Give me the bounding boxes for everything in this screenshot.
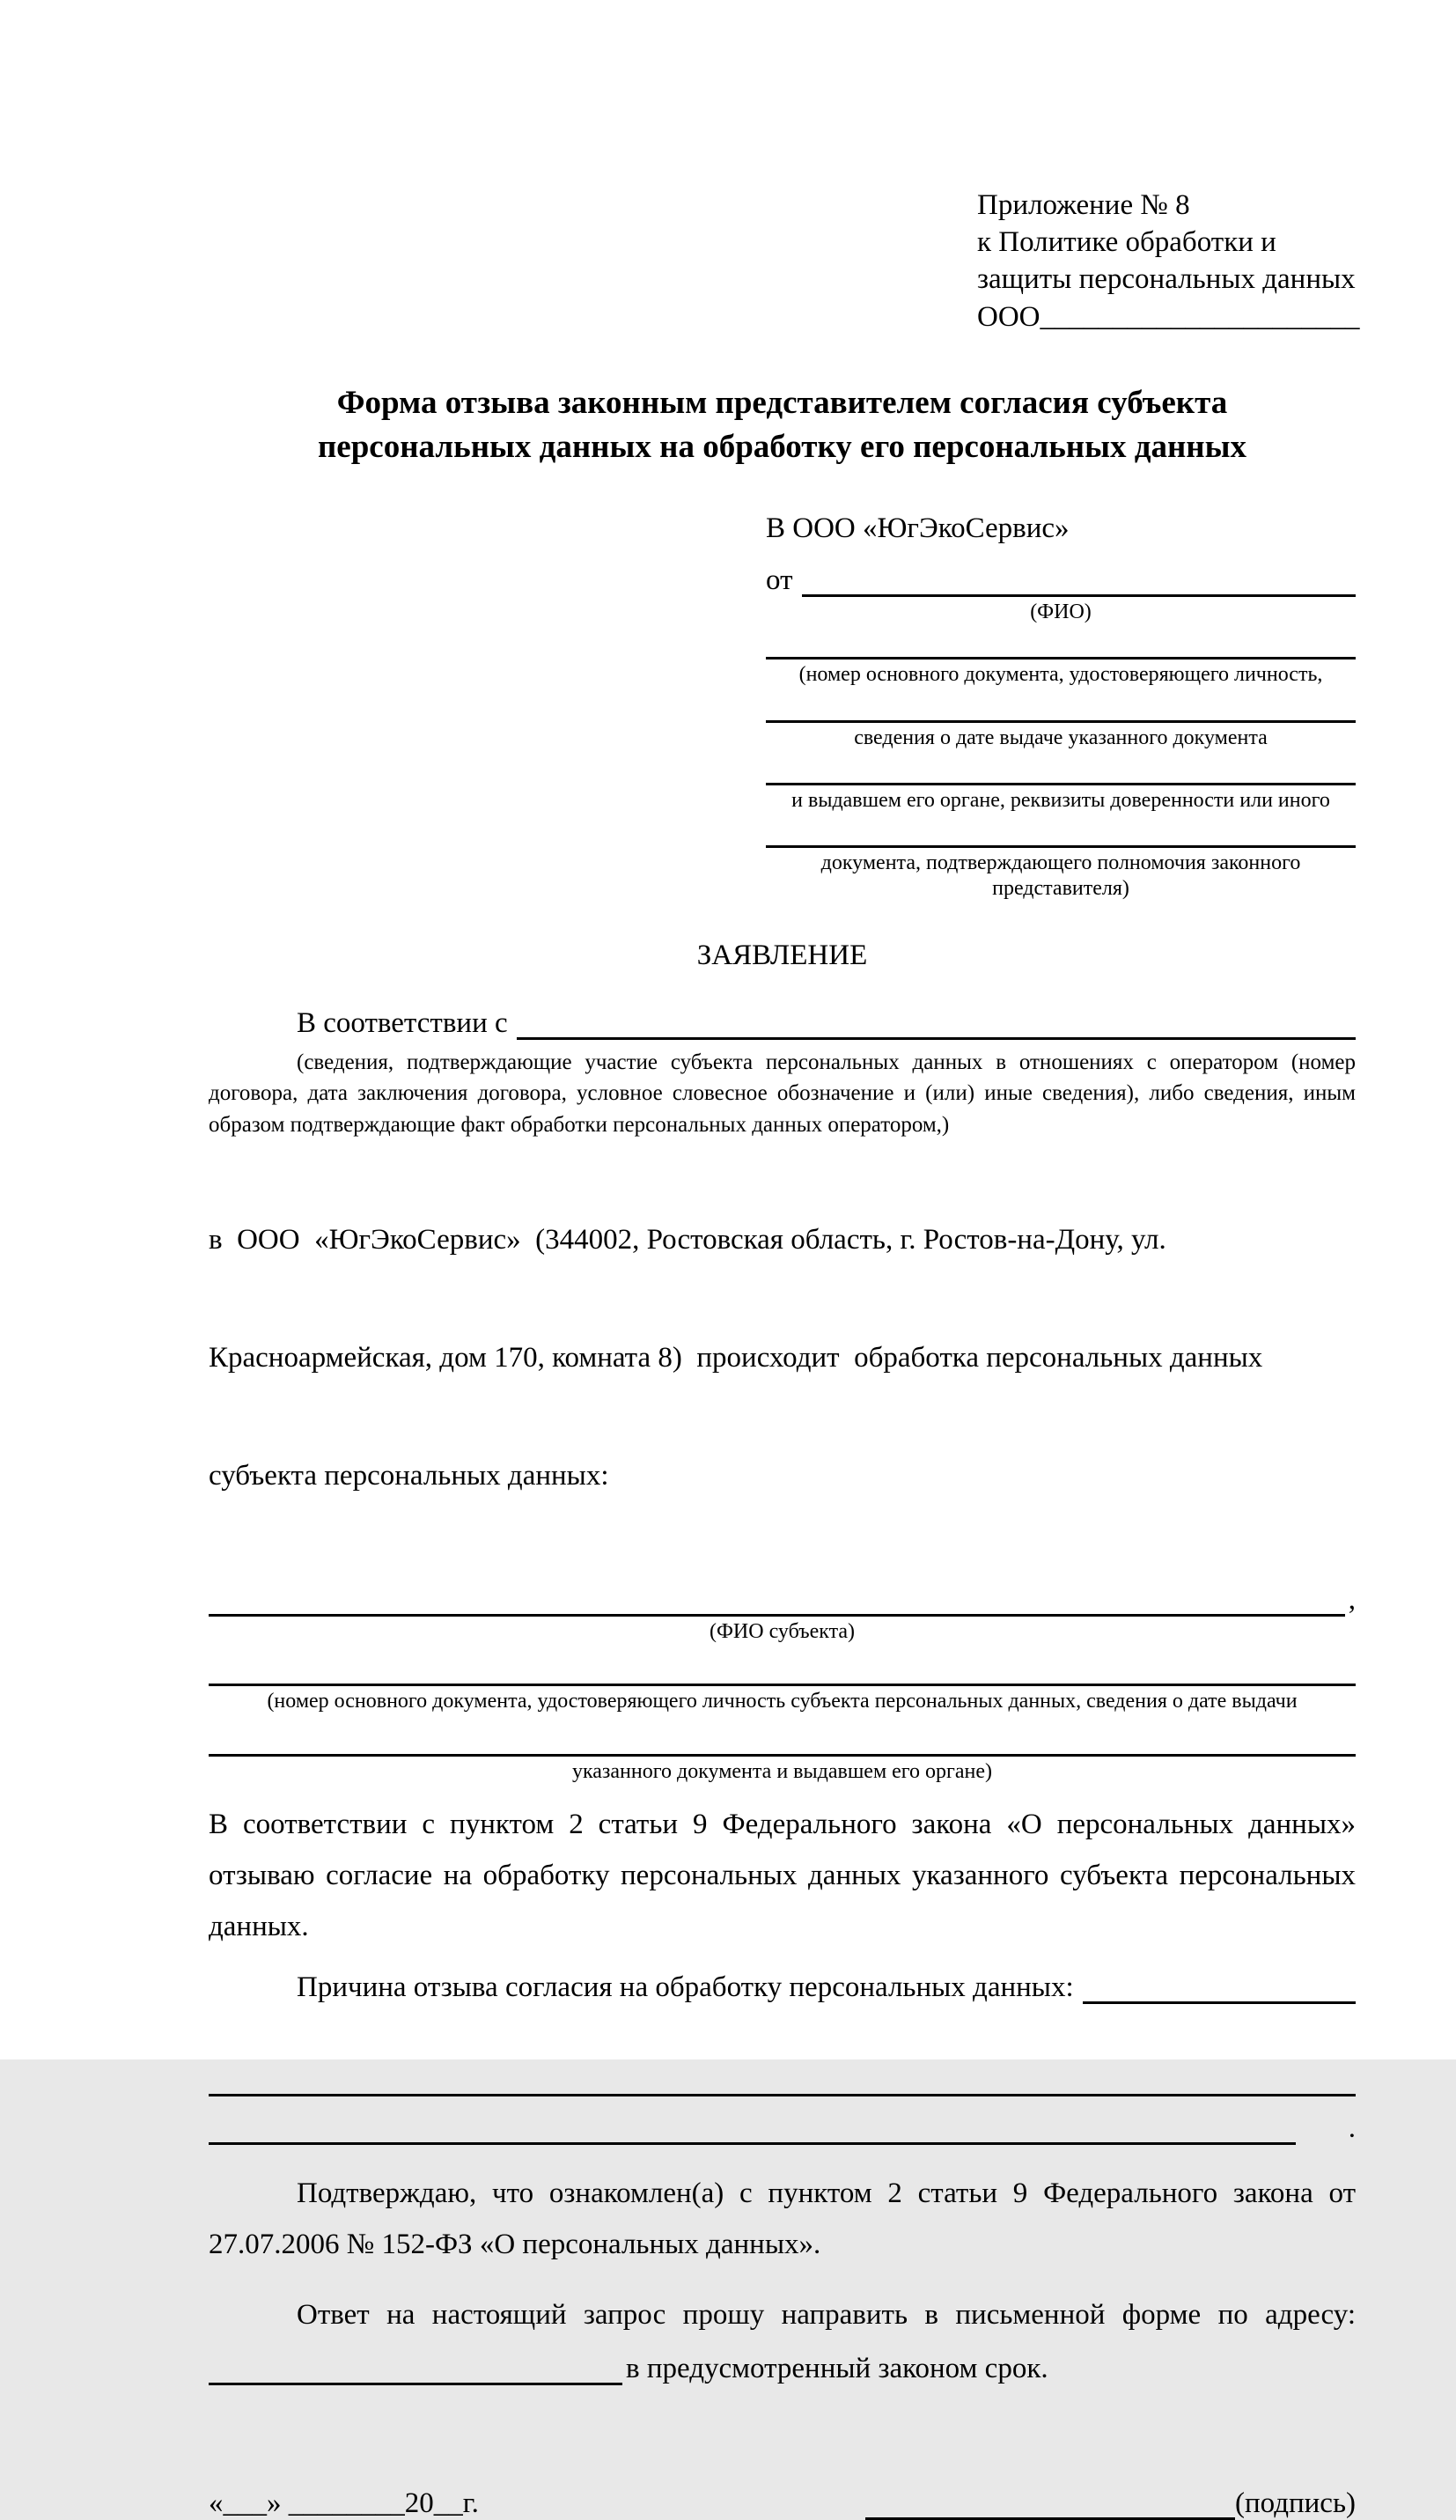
signature-blank-line [865, 2512, 1235, 2520]
doc-blank-group [766, 757, 1356, 814]
from-row [766, 564, 1356, 597]
reason-period: . [1348, 2112, 1356, 2145]
subject-doc-group [209, 1655, 1356, 1714]
doc-blank-group [766, 820, 1356, 903]
address-blank-line [209, 2377, 622, 2385]
withdrawal-paragraph: В соответствии с пунктом 2 статьи 9 Федерального закона «О персональных данных» отзываю согласие на обработку персональных данных указанного субъекта персональных данных. [209, 1809, 1356, 1943]
reason-blank-line [209, 2048, 1356, 2096]
doc-blank-group [766, 695, 1356, 751]
operator-paragraph-line: Красноармейская, дом 170, комната 8) происходит обработка персональных данных [209, 1341, 1263, 1374]
operator-paragraph [209, 1142, 1356, 1573]
confirm-paragraph: Подтверждаю, что ознакомлен(а) с пунктом 2 статьи 9 Федерального закона от 27.07.2006 № 152-ФЗ «О персональных данных». [209, 2177, 1356, 2261]
reason-blank-line [209, 2096, 1296, 2145]
subject-fio-row [209, 1584, 1356, 1617]
reason-blank-row [209, 2096, 1356, 2145]
operator-paragraph-line: субъекта персональных данных: [209, 1459, 609, 1492]
subject-doc-group [209, 1726, 1356, 1785]
doc-blank-group [766, 631, 1356, 688]
document-title [209, 381, 1356, 468]
fio-blank-line [802, 589, 1357, 597]
addressee-block [766, 512, 1356, 903]
doc-blank-line [766, 695, 1356, 723]
document-title-line: персональных данных на обработку его персональных данных [317, 428, 1246, 465]
doc-blank-line [766, 631, 1356, 659]
reason-row [209, 1971, 1356, 2004]
subject-fio-comma: , [1348, 1584, 1356, 1617]
doc-blank-line [766, 757, 1356, 785]
signature-caption: (подпись) [1235, 2487, 1356, 2520]
subject-doc-blank-line [209, 1655, 1356, 1686]
appendix-line: Приложение № 8 [977, 189, 1190, 221]
doc-caption: сведения о дате выдаче указанного документа [854, 726, 1268, 749]
subject-doc-caption: (номер основного документа, удостоверяющего личность субъекта персональных данных, сведения о дате выдачи [267, 1690, 1298, 1713]
reply-paragraph: Ответ на настоящий запрос прошу направить в письменной форме по адресу: [297, 2299, 1356, 2332]
footer-row [209, 2487, 1356, 2520]
from-label: от [766, 564, 793, 597]
doc-caption: и выдавшем его органе, реквизиты доверенности или иного [791, 788, 1330, 812]
accordance-blank-line [517, 1032, 1356, 1040]
reason-blank-line [1083, 1996, 1356, 2004]
subject-fio-blank-line [209, 1609, 1345, 1617]
doc-caption: (номер основного документа, удостоверяющего личность, [798, 663, 1323, 687]
accordance-label: В соответствии с [297, 1006, 508, 1039]
appendix-company-blank: ООО______________________ [977, 300, 1360, 333]
reason-label: Причина отзыва согласия на обработку персональных данных: [297, 1971, 1074, 2004]
reply-term-row [209, 2353, 1356, 2385]
accordance-row [209, 1007, 1356, 1040]
document-title-line: Форма отзыва законным представителем согласия субъекта [336, 384, 1228, 421]
basis-caption: (сведения, подтверждающие участие субъекта персональных данных в отношениях с оператором (номер договора, дата заключения договора, условное словесное обозначение и (или) иные сведения), либо сведения, иным образом подтверждающие факт обработки персональных данных оператором,) [209, 1050, 1356, 1137]
appendix-note [977, 187, 1360, 335]
appendix-line: защиты персональных данных [977, 263, 1356, 296]
signature-block [865, 2487, 1356, 2520]
addressee-company: В ООО «ЮгЭкоСервис» [766, 512, 1070, 545]
reply-term-text: в предусмотренный законом срок. [626, 2353, 1048, 2385]
fio-caption: (ФИО) [1030, 601, 1092, 624]
subject-fio-caption: (ФИО субъекта) [709, 1620, 856, 1644]
doc-caption: документа, подтверждающего полномочия законного представителя) [820, 851, 1301, 901]
subject-doc-blank-line [209, 1726, 1356, 1757]
date-blank-line: «___» ________20__г. [209, 2487, 479, 2520]
statement-heading: ЗАЯВЛЕНИЕ [696, 939, 868, 971]
operator-paragraph-line: в ООО «ЮгЭкоСервис» (344002, Ростовская область, г. Ростов-на-Дону, ул. [209, 1224, 1166, 1256]
appendix-line: к Политике обработки и [977, 226, 1276, 259]
doc-blank-line [766, 820, 1356, 848]
reason-blank-group [209, 2048, 1356, 2096]
subject-doc-caption: указанного документа и выдавшем его органе) [571, 1759, 993, 1783]
